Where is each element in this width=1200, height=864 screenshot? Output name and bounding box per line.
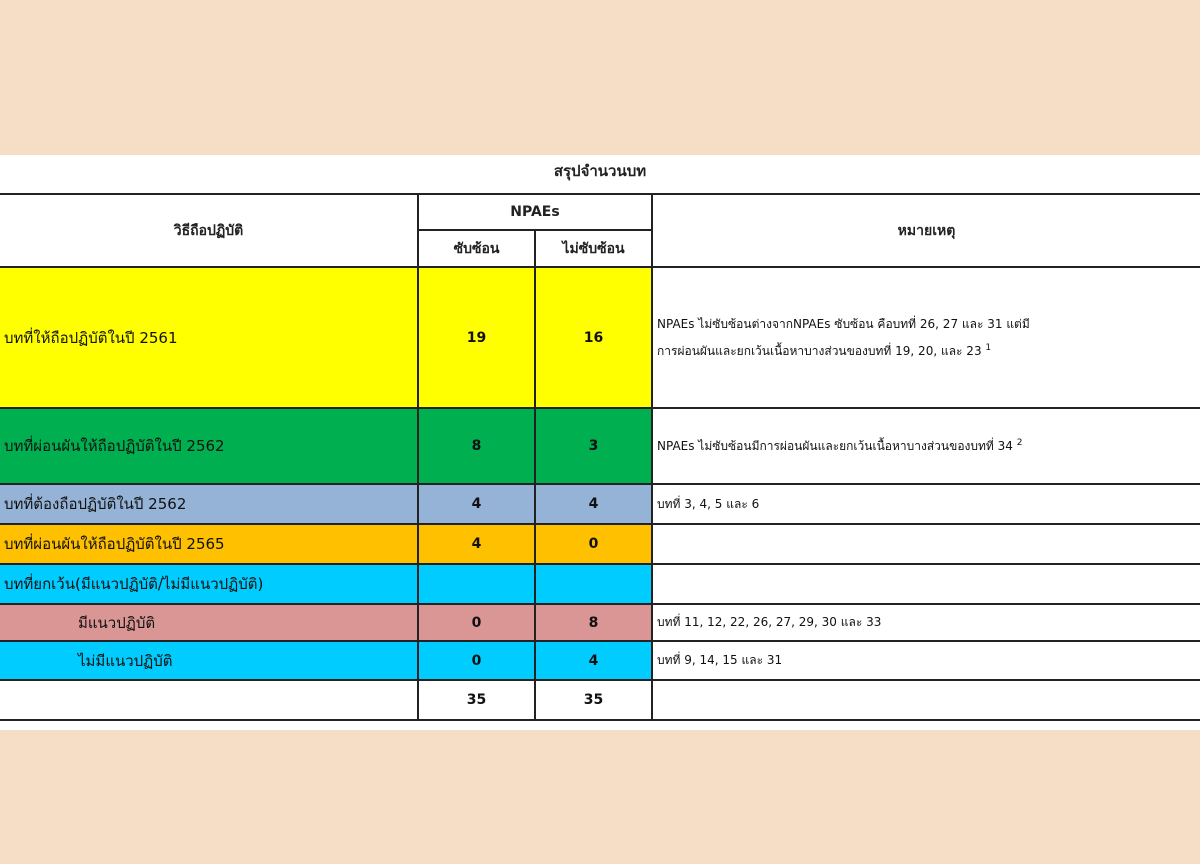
row-label: ไม่มีแนวปฏิบัติ — [0, 641, 418, 680]
row-label: มีแนวปฏิบัติ — [0, 604, 418, 641]
not-complex-count: 4 — [535, 641, 652, 680]
remark-cell — [652, 564, 1200, 604]
summary-table — [0, 193, 1200, 721]
not-complex-count: 0 — [535, 524, 652, 564]
remark-cell — [652, 408, 1200, 484]
totals-remark — [652, 680, 1200, 720]
remark-cell: บทที่ 3, 4, 5 และ 6 — [652, 484, 1200, 524]
complex-count: 0 — [418, 641, 535, 680]
footnote-marker: 1 — [985, 342, 992, 353]
totals-row — [0, 680, 1200, 720]
not-complex-count: 8 — [535, 604, 652, 641]
complex-count: 8 — [418, 408, 535, 484]
table-row — [0, 267, 1200, 408]
not-complex-count: 3 — [535, 408, 652, 484]
header-row-top — [0, 194, 1200, 230]
complex-count: 4 — [418, 524, 535, 564]
table-row — [0, 524, 1200, 564]
header-practice: วิธีถือปฏิบัติ — [0, 194, 418, 267]
complex-count: 0 — [418, 604, 535, 641]
table-row — [0, 408, 1200, 484]
table-title: สรุปจำนวนบท — [553, 162, 647, 180]
header-remark: หมายเหตุ — [652, 194, 1200, 267]
remark-cell — [652, 267, 1200, 408]
row-label: บทที่ยกเว้น(มีแนวปฏิบัติ/ไม่มีแนวปฏิบัติ) — [0, 564, 418, 604]
header-npaes: NPAEs — [418, 194, 652, 230]
not-complex-count: 16 — [535, 267, 652, 408]
total-not-complex: 35 — [535, 680, 652, 720]
totals-label — [0, 680, 418, 720]
table-row — [0, 604, 1200, 641]
row-label: บทที่ผ่อนผันให้ถือปฏิบัติในปี 2562 — [0, 408, 418, 484]
summary-sheet — [0, 155, 1200, 730]
complex-count — [418, 564, 535, 604]
remark-text: NPAEs ไม่ซับซ้อนต่างจากNPAEs ซับซ้อน คือบทที่ 26, 27 และ 31 แต่มี — [657, 316, 1030, 331]
total-complex: 35 — [418, 680, 535, 720]
remark-text-line2: การผ่อนผันและยกเว้นเนื้อหาบางส่วนของบทที่ 19, 20, และ 23 $^1$ — [657, 342, 992, 358]
remark-cell: บทที่ 11, 12, 22, 26, 27, 29, 30 และ 33 — [652, 604, 1200, 641]
row-label: บทที่ผ่อนผันให้ถือปฏิบัติในปี 2565 — [0, 524, 418, 564]
header-complex: ซับซ้อน — [418, 230, 535, 267]
table-row — [0, 484, 1200, 524]
remark-text: NPAEs ไม่ซับซ้อนมีการผ่อนผันและยกเว้นเนื้อหาบางส่วนของบทที่ 34 — [657, 438, 1013, 453]
row-label: บทที่ให้ถือปฏิบัติในปี 2561 — [0, 267, 418, 408]
not-complex-count — [535, 564, 652, 604]
header-not-complex: ไม่ซับซ้อน — [535, 230, 652, 267]
table-row — [0, 564, 1200, 604]
complex-count: 4 — [418, 484, 535, 524]
remark-cell — [652, 524, 1200, 564]
footnote-marker: 2 — [1016, 437, 1023, 448]
remark-cell: บทที่ 9, 14, 15 และ 31 — [652, 641, 1200, 680]
table-row — [0, 641, 1200, 680]
complex-count: 19 — [418, 267, 535, 408]
row-label: บทที่ต้องถือปฏิบัติในปี 2562 — [0, 484, 418, 524]
not-complex-count: 4 — [535, 484, 652, 524]
